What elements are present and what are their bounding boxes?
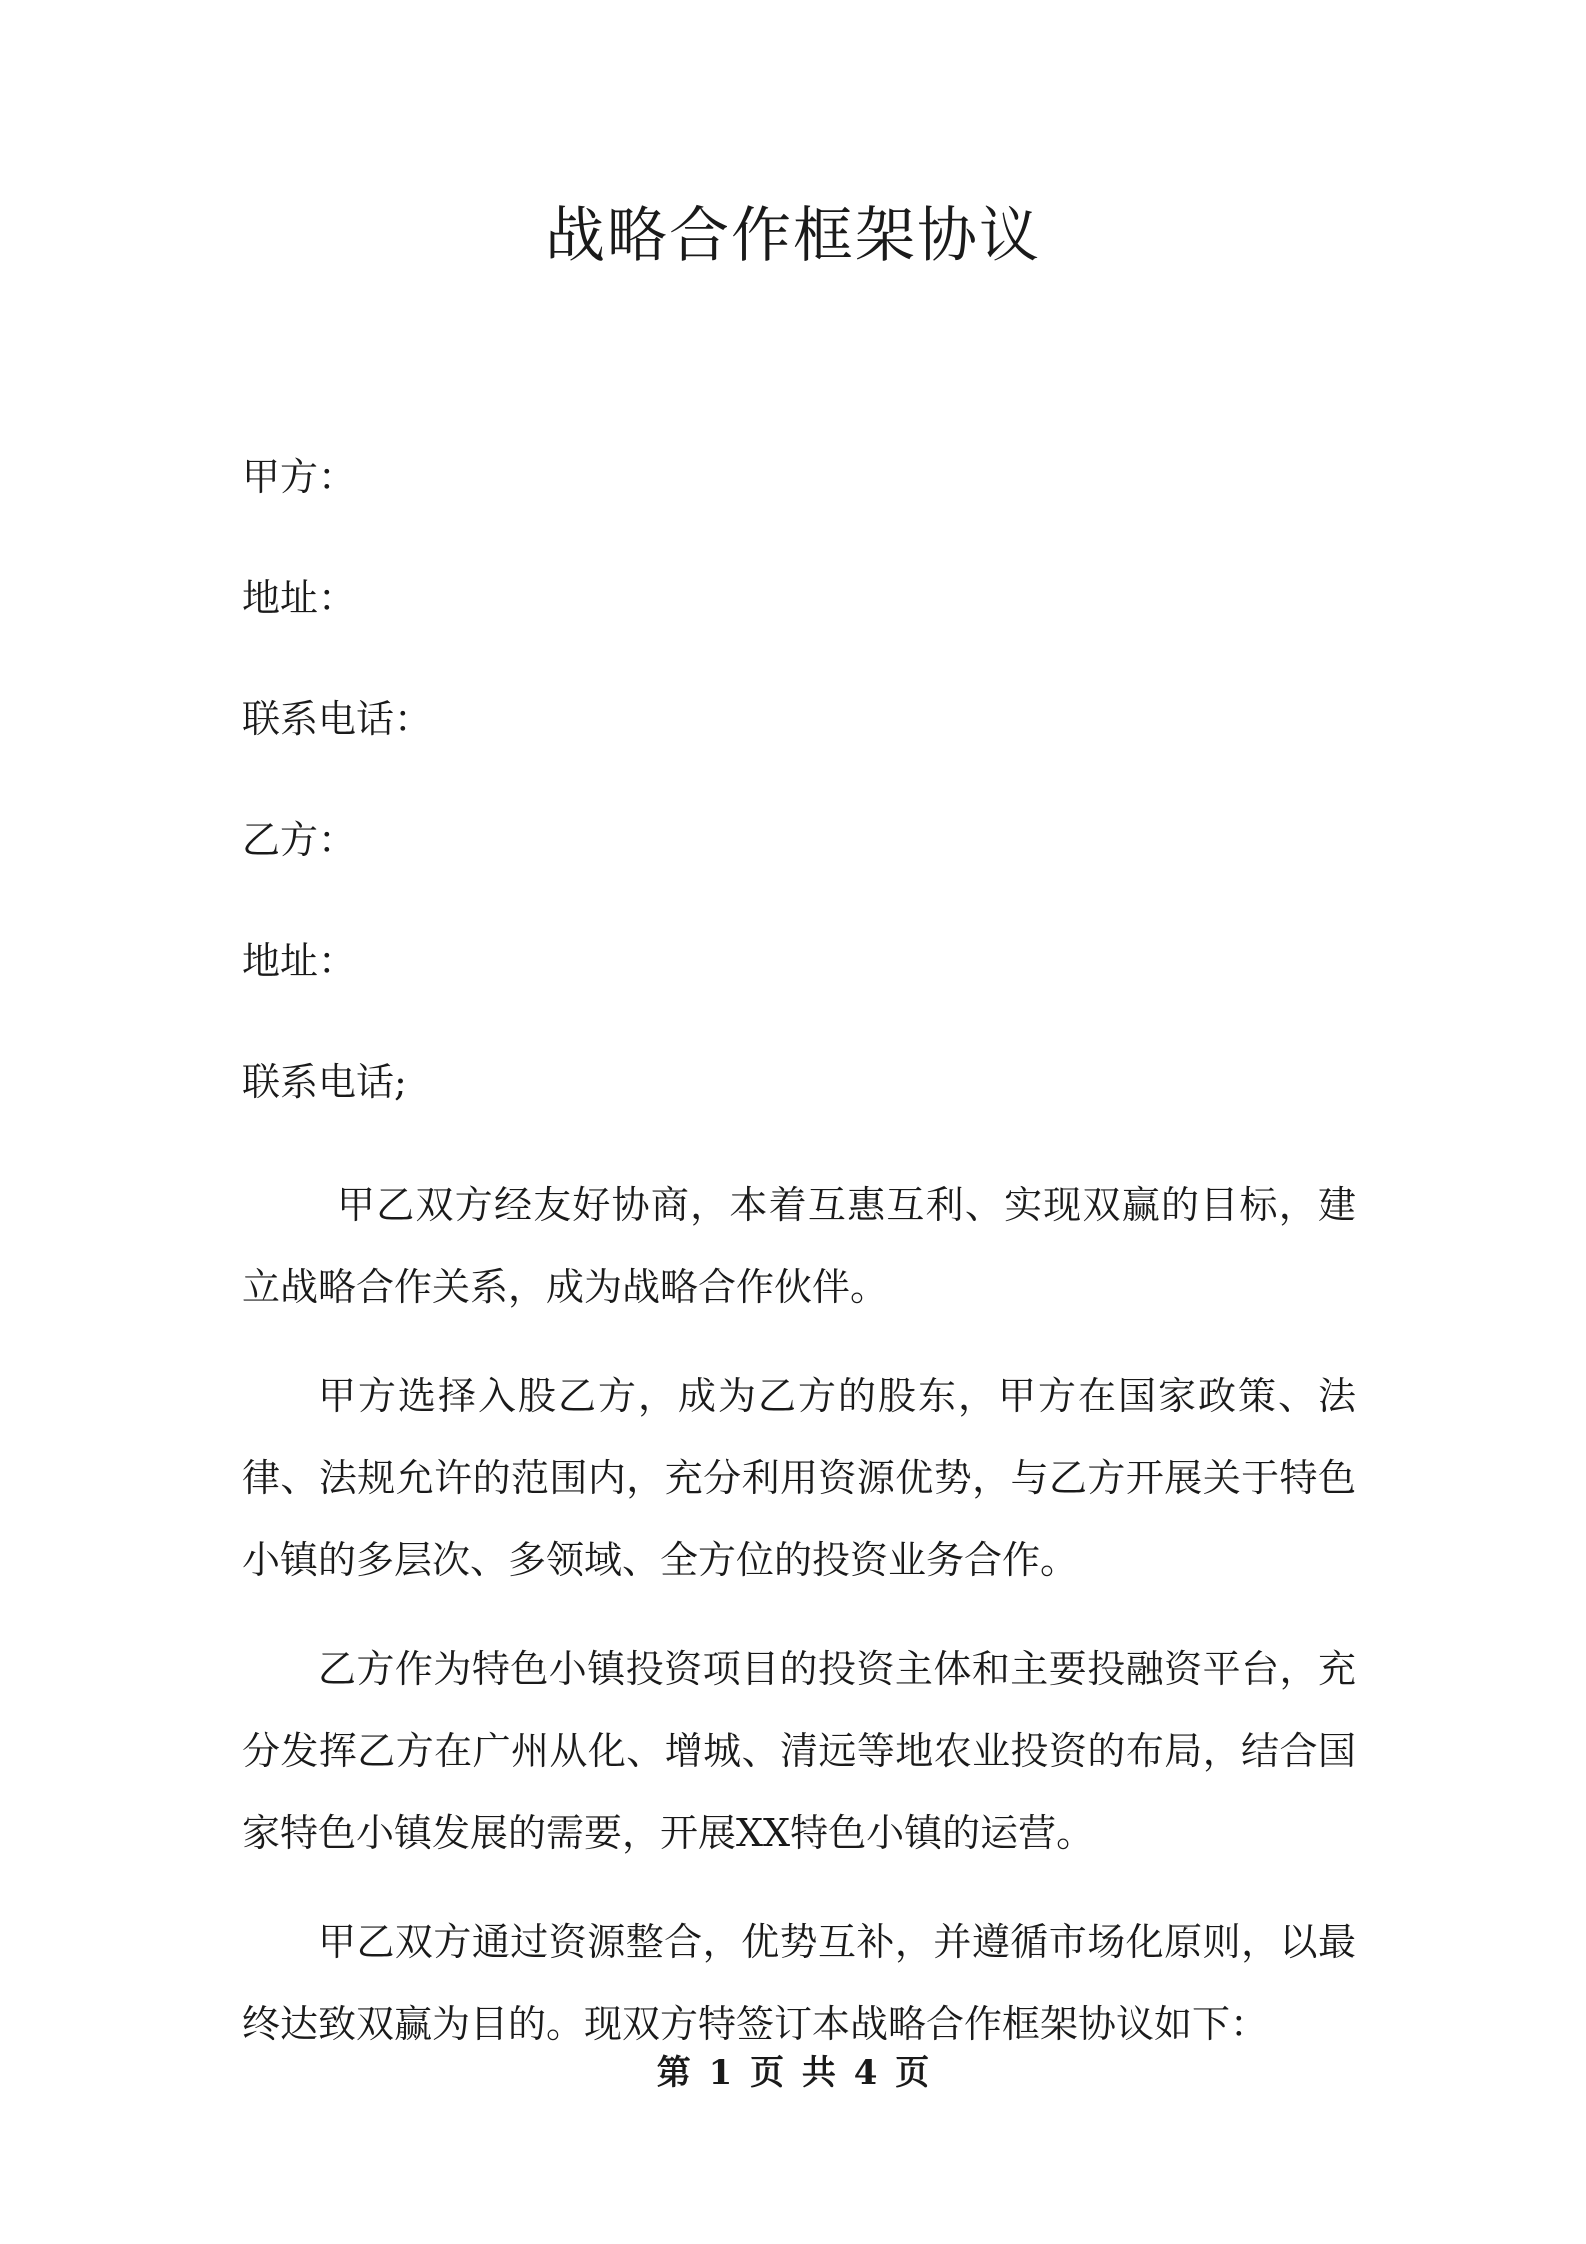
page-number-footer: 第 1 页 共 4 页	[656, 2053, 930, 2093]
party-a-label: 甲方：	[242, 455, 357, 499]
party-b-label: 乙方：	[242, 818, 357, 862]
party-a-address-label: 地址：	[242, 576, 357, 620]
paragraph-platform: 乙方作为特色小镇投资项目的投资主体和主要投融资平台，充分发挥乙方在广州从化、增城、清远等地农业投资的布局，结合国家特色小镇发展的需要，开展XX特色小镇的运营。	[242, 1647, 1356, 1855]
document-title: 战略合作框架协议	[545, 201, 1041, 271]
paragraph-intro: 甲乙双方经友好协商，本着互惠互利、实现双赢的目标，建立战略合作关系，成为战略合作伙伴。	[242, 1183, 1356, 1309]
paragraph-investment: 甲方选择入股乙方，成为乙方的股东，甲方在国家政策、法律、法规允许的范围内，充分利用资源优势，与乙方开展关于特色小镇的多层次、多领域、全方位的投资业务合作。	[242, 1374, 1356, 1582]
party-b-address-label: 地址：	[242, 939, 357, 983]
paragraph-purpose: 甲乙双方通过资源整合，优势互补，并遵循市场化原则，以最终达致双赢为目的。现双方特签订本战略合作框架协议如下：	[242, 1920, 1356, 2046]
party-a-phone-label: 联系电话：	[242, 697, 433, 741]
party-b-phone-label: 联系电话;	[242, 1060, 407, 1104]
